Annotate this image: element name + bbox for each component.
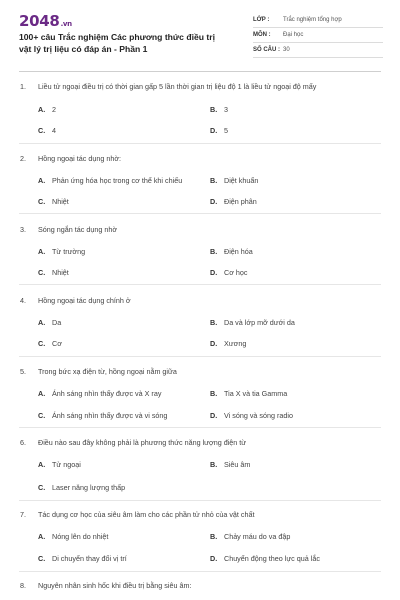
option-a[interactable] <box>38 176 182 185</box>
option-letter: C. <box>38 411 46 420</box>
option-letter: D. <box>210 339 218 348</box>
option-text: Laser năng lượng thấp <box>52 483 126 492</box>
question-number: 5. <box>20 367 26 376</box>
option-letter: D. <box>210 126 218 135</box>
option-letter: B. <box>210 532 218 541</box>
option-letter: A. <box>38 318 46 327</box>
question-divider <box>19 284 381 285</box>
option-c[interactable] <box>38 483 125 492</box>
question-text: Điều nào sau đây không phải là phương thức năng lượng điện từ <box>38 438 247 447</box>
option-text: Điện hóa <box>224 247 253 256</box>
option-letter: C. <box>38 339 46 348</box>
option-letter: B. <box>210 105 218 114</box>
option-letter: D. <box>210 411 218 420</box>
option-d[interactable] <box>210 126 228 135</box>
option-letter: B. <box>210 318 218 327</box>
meta-class <box>253 14 383 28</box>
option-letter: C. <box>38 483 46 492</box>
site-logo[interactable] <box>19 12 72 30</box>
option-c[interactable] <box>38 126 56 135</box>
option-text: 4 <box>52 126 56 135</box>
option-letter: B. <box>210 247 218 256</box>
option-letter: A. <box>38 247 46 256</box>
option-letter: B. <box>210 460 218 469</box>
option-a[interactable] <box>38 105 56 114</box>
option-letter: B. <box>210 176 218 185</box>
option-b[interactable] <box>210 460 250 469</box>
option-b[interactable] <box>210 318 295 327</box>
option-text: Da <box>52 318 62 327</box>
document-title: 100+ câu Trắc nghiệm Các phương thức điều trị vật lý trị liệu có đáp án - Phần 1 <box>19 32 215 54</box>
meta-subject-value: Đại học <box>283 32 304 38</box>
question-divider <box>19 427 381 428</box>
option-text: Phản ứng hóa học trong cơ thể khi chiếu <box>52 176 183 185</box>
question-divider <box>19 500 381 501</box>
meta-class-value: Trắc nghiệm tổng hợp <box>283 17 342 23</box>
option-text: 2 <box>52 105 56 114</box>
option-d[interactable] <box>210 197 257 206</box>
option-letter: C. <box>38 268 46 277</box>
meta-class-label: LỚP : <box>253 17 270 23</box>
meta-subject-label: MÔN : <box>253 32 271 38</box>
option-letter: C. <box>38 197 46 206</box>
question-number: 7. <box>20 510 26 519</box>
option-b[interactable] <box>210 389 287 398</box>
question-text: Hồng ngoại tác dụng nhờ: <box>38 154 122 163</box>
question-text: Tác dụng cơ học của siêu âm làm cho các phần tử nhỏ của vật chất <box>38 510 255 519</box>
question-number: 8. <box>20 581 26 590</box>
option-c[interactable] <box>38 554 127 563</box>
option-text: Tử ngoại <box>52 460 81 469</box>
question-number: 4. <box>20 296 26 305</box>
page-header <box>0 0 400 70</box>
option-text: Nóng lên do nhiệt <box>52 532 109 541</box>
question-divider <box>19 143 381 144</box>
option-letter: D. <box>210 554 218 563</box>
meta-count-value: 30 <box>283 47 290 53</box>
option-text: Xương <box>224 339 247 348</box>
option-text: Nhiệt <box>52 197 69 206</box>
option-c[interactable] <box>38 197 69 206</box>
option-c[interactable] <box>38 268 69 277</box>
question-text: Hồng ngoại tác dụng chính ở <box>38 296 131 305</box>
option-d[interactable] <box>210 339 246 348</box>
question-text: Trong bức xạ điện từ, hồng ngoại nằm giữa <box>38 367 177 376</box>
option-text: Siêu âm <box>224 460 251 469</box>
option-text: Ánh sáng nhìn thấy được và vi sóng <box>52 411 168 420</box>
option-text: Điện phân <box>224 197 257 206</box>
question-divider <box>19 571 381 572</box>
option-text: Tia X và tia Gamma <box>224 389 288 398</box>
option-text: Nhiệt <box>52 268 69 277</box>
option-d[interactable] <box>210 411 293 420</box>
option-d[interactable] <box>210 268 248 277</box>
question-number: 2. <box>20 154 26 163</box>
question-text: Nguyên nhân sinh hốc khi điều trị bằng siêu âm: <box>38 581 192 590</box>
option-text: Chuyển động theo lực quả lắc <box>224 554 320 563</box>
option-text: Da và lớp mỡ dưới da <box>224 318 295 327</box>
option-letter: D. <box>210 268 218 277</box>
logo-text: 2048 <box>19 12 60 30</box>
option-a[interactable] <box>38 318 61 327</box>
option-text: Từ trường <box>52 247 86 256</box>
question-number: 6. <box>20 438 26 447</box>
option-letter: A. <box>38 460 46 469</box>
option-letter: A. <box>38 532 46 541</box>
option-a[interactable] <box>38 532 108 541</box>
question-text: Sóng ngắn tác dụng nhờ <box>38 225 118 234</box>
question-number: 3. <box>20 225 26 234</box>
option-b[interactable] <box>210 247 253 256</box>
question-text: Liều tử ngoại điều trị có thời gian gấp 5 lần thời gian trị liệu độ 1 là liều tử ngoại độ mấy <box>38 82 317 91</box>
option-letter: C. <box>38 126 46 135</box>
meta-count-label: SỐ CÂU : <box>253 47 280 53</box>
question-divider <box>19 356 381 357</box>
option-a[interactable] <box>38 460 81 469</box>
question-divider <box>19 213 381 214</box>
option-letter: A. <box>38 389 46 398</box>
header-divider <box>19 71 381 72</box>
option-b[interactable] <box>210 532 290 541</box>
option-text: Di chuyển thay đổi vị trí <box>52 554 127 563</box>
question-number: 1. <box>20 82 26 91</box>
logo-suffix: .vn <box>60 20 72 28</box>
option-a[interactable] <box>38 389 161 398</box>
option-text: Ánh sáng nhìn thấy được và X ray <box>52 389 162 398</box>
option-letter: B. <box>210 389 218 398</box>
option-letter: A. <box>38 105 46 114</box>
option-text: 5 <box>224 126 228 135</box>
option-a[interactable] <box>38 247 85 256</box>
meta-subject <box>253 29 383 43</box>
option-text: Diệt khuẩn <box>224 176 259 185</box>
option-letter: C. <box>38 554 46 563</box>
meta-count <box>253 44 383 58</box>
option-c[interactable] <box>38 411 167 420</box>
option-letter: A. <box>38 176 46 185</box>
option-text: Cơ <box>52 339 62 348</box>
option-d[interactable] <box>210 554 320 563</box>
option-text: Cơ học <box>224 268 248 277</box>
option-text: Chảy máu do va đập <box>224 532 291 541</box>
option-letter: D. <box>210 197 218 206</box>
option-text: Vi sóng và sóng radio <box>224 411 293 420</box>
option-b[interactable] <box>210 176 258 185</box>
option-text: 3 <box>224 105 228 114</box>
option-c[interactable] <box>38 339 62 348</box>
option-b[interactable] <box>210 105 228 114</box>
